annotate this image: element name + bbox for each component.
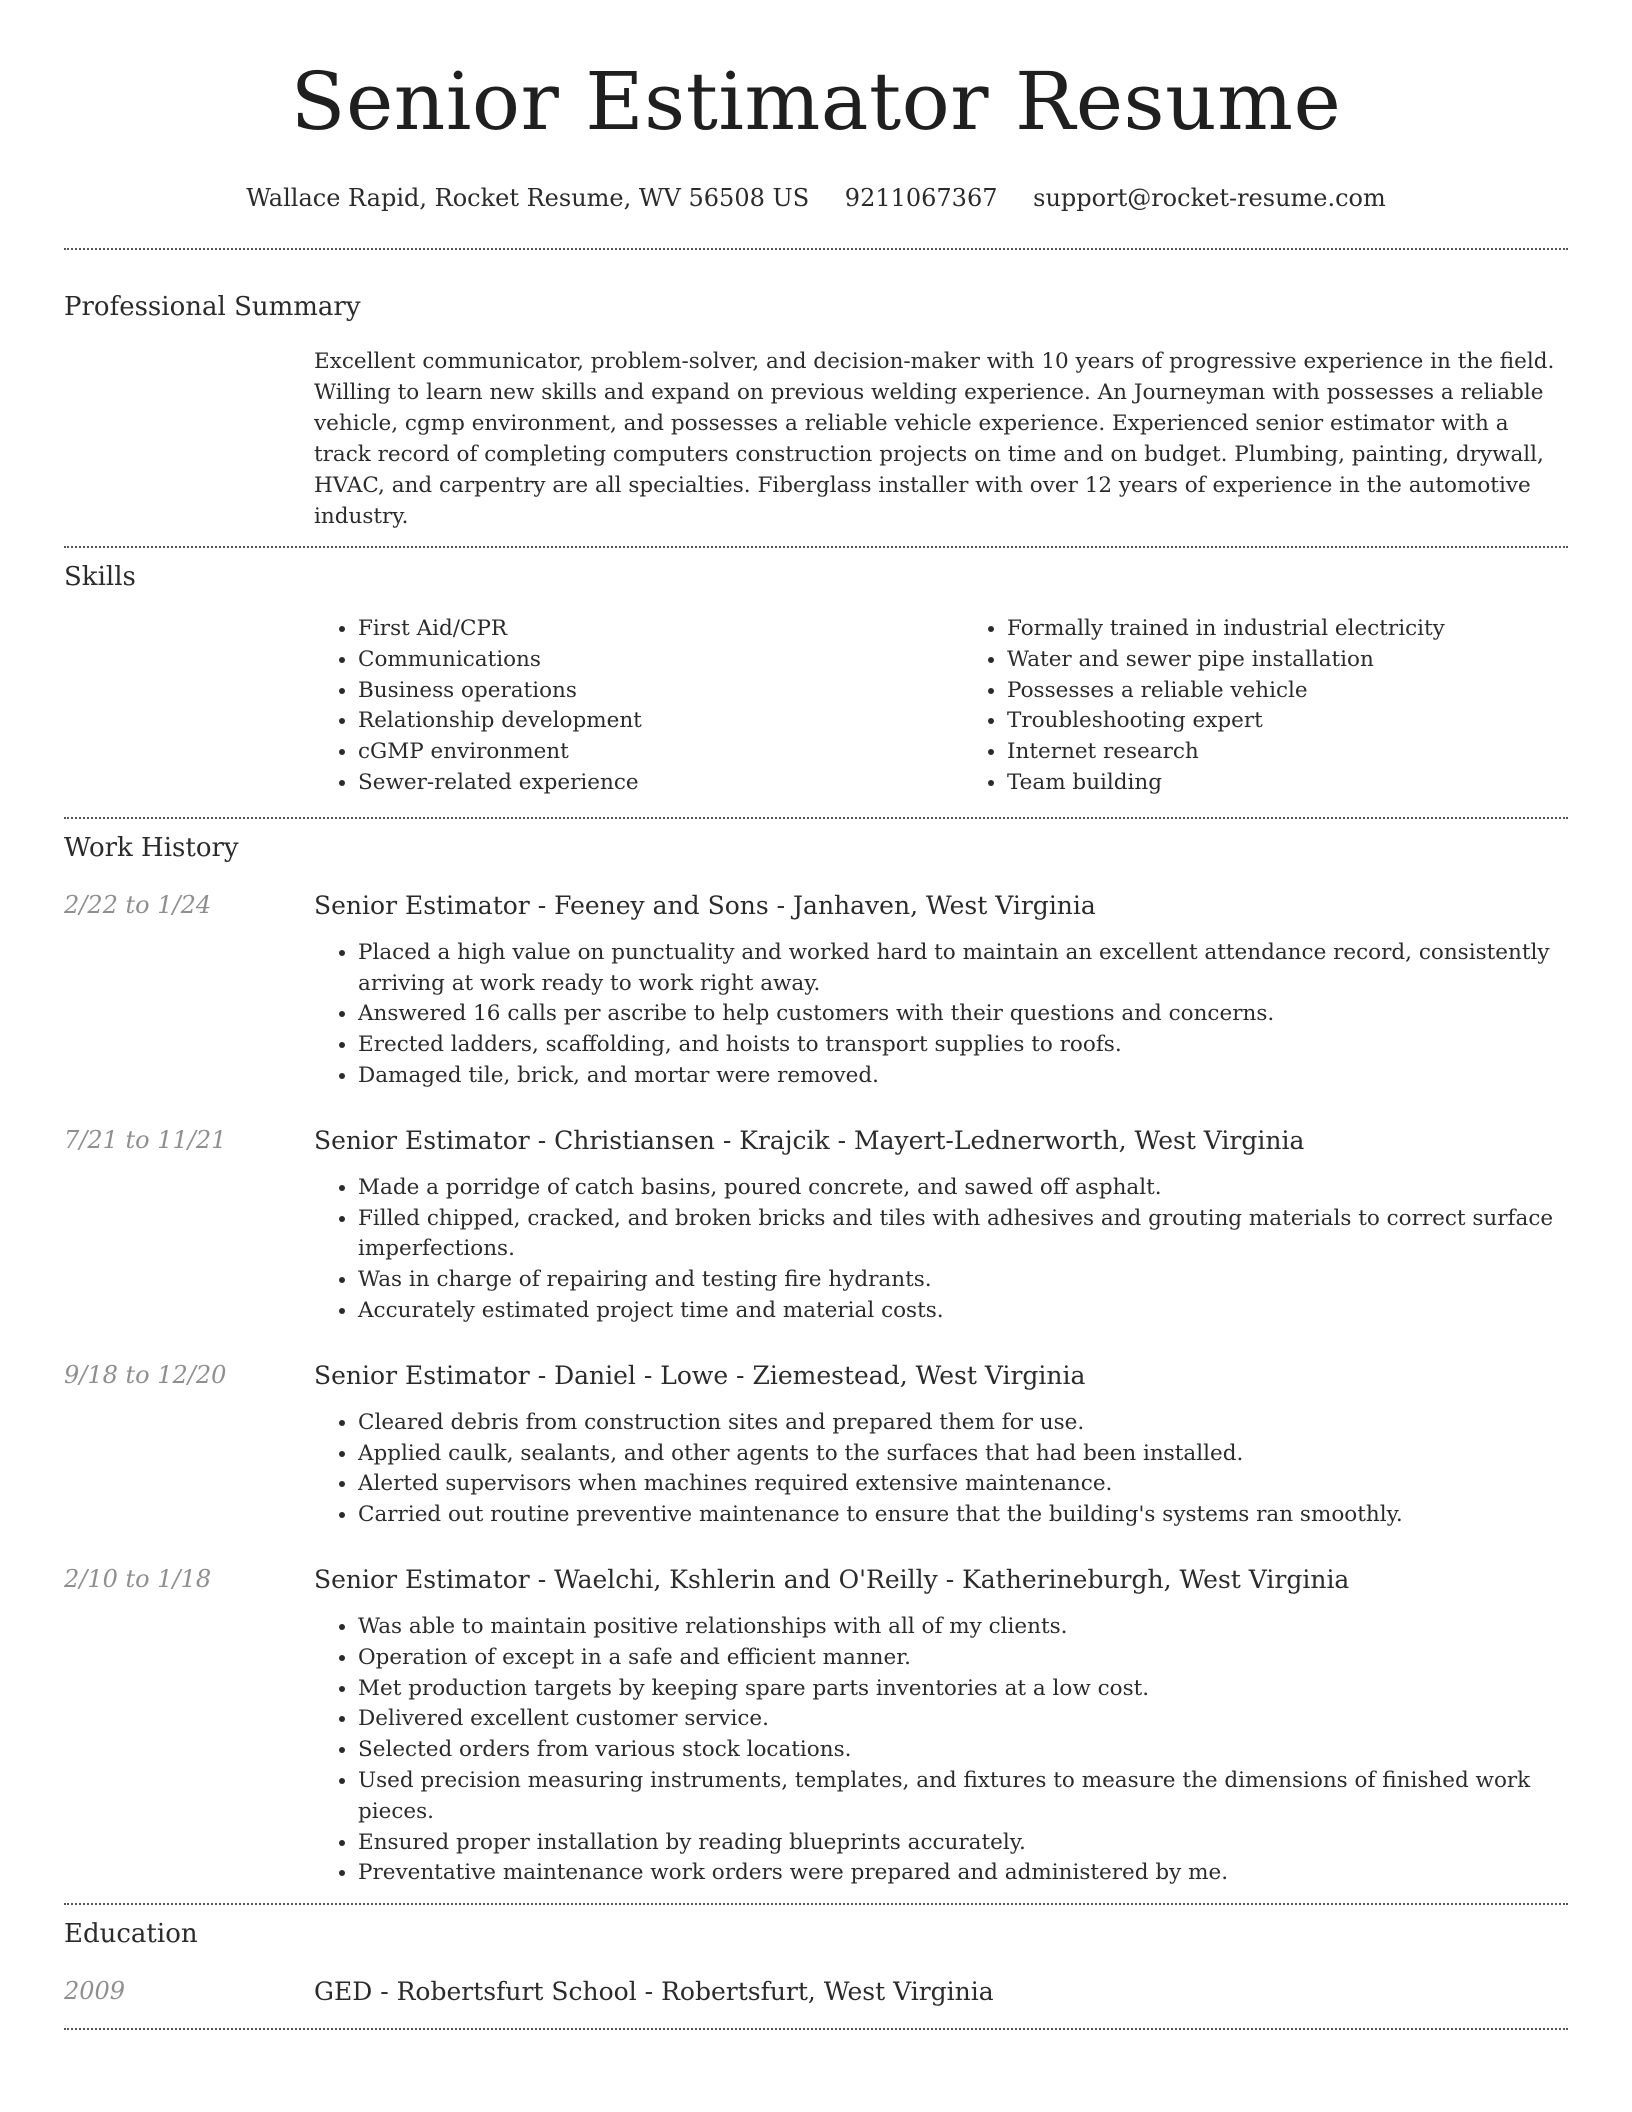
- job-body: [314, 891, 1568, 1092]
- job-bullet: • Alerted supervisors when machines required extensive maintenance.: [358, 1469, 1568, 1500]
- skill-item: • Water and sewer pipe installation: [1007, 645, 1568, 676]
- job-entry: [64, 1565, 1568, 1889]
- job-bullet: • Used precision measuring instruments, templates, and fixtures to measure the dimensions of finished work pieces.: [358, 1766, 1568, 1828]
- skill-item: • Communications: [358, 645, 919, 676]
- job-bullet: • Was able to maintain positive relationships with all of my clients.: [358, 1612, 1568, 1643]
- job-title: Senior Estimator - Waelchi, Kshlerin and O'Reilly - Katherineburgh, West Virginia: [314, 1564, 1350, 1594]
- job-entry: [64, 891, 1568, 1092]
- education-body: [314, 1977, 1568, 2006]
- job-bullet: • Delivered excellent customer service.: [358, 1704, 1568, 1735]
- divider: [64, 248, 1568, 250]
- job-body: [314, 1361, 1568, 1531]
- job-bullet: • Made a porridge of catch basins, poured concrete, and sawed off asphalt.: [358, 1173, 1568, 1204]
- skill-item: • Troubleshooting expert: [1007, 706, 1568, 737]
- job-date: 7/21 to 11/21: [64, 1125, 227, 1154]
- job-entry: [64, 1126, 1568, 1327]
- skills-list-right: [963, 614, 1568, 799]
- skills-grid: [314, 614, 1568, 799]
- resume-title: Senior Estimator Resume: [290, 55, 1342, 148]
- job-body: [314, 1565, 1568, 1889]
- divider: [64, 2028, 1568, 2030]
- job-bullet: • Answered 16 calls per ascribe to help customers with their questions and concerns.: [358, 999, 1568, 1030]
- summary-text: Excellent communicator, problem-solver, and decision-maker with 10 years of progressive experience in the field. Willing to learn new skills and expand on previous welding experience. An Journeyman with possesses a reliable vehicle, cgmp environment, and possesses a reliable vehicle experience. Experienced senior estimator with a track record of completing computers construction projects on time and on budget. Plumbing, painting, drywall, HVAC, and carpentry are all specialties. Fiberglass installer with over 12 years of experience in the automotive industry.: [314, 349, 1555, 529]
- skill-item: • Internet research: [1007, 737, 1568, 768]
- contact-line: [64, 184, 1568, 212]
- work-history-section: [64, 833, 1568, 1889]
- skill-item: • Relationship development: [358, 706, 919, 737]
- job-bullet: • Met production targets by keeping spare parts inventories at a low cost.: [358, 1674, 1568, 1705]
- job-entry: [64, 1361, 1568, 1531]
- job-body: [314, 1126, 1568, 1327]
- job-bullets: [314, 1612, 1568, 1889]
- skill-item: • Sewer-related experience: [358, 768, 919, 799]
- job-bullets: [314, 1408, 1568, 1531]
- contact-email: support@rocket-resume.com: [1033, 184, 1386, 212]
- education-section: [64, 1919, 1568, 2006]
- divider: [64, 1903, 1568, 1905]
- job-bullets: [314, 938, 1568, 1092]
- skill-item: • Team building: [1007, 768, 1568, 799]
- job-bullet: • Operation of except in a safe and efficient manner.: [358, 1643, 1568, 1674]
- job-bullet: • Accurately estimated project time and material costs.: [358, 1296, 1568, 1327]
- divider: [64, 546, 1568, 548]
- summary-heading: Professional Summary: [64, 292, 361, 322]
- skill-item: • First Aid/CPR: [358, 614, 919, 645]
- job-bullet: • Damaged tile, brick, and mortar were removed.: [358, 1061, 1568, 1092]
- education-date: 2009: [64, 1977, 126, 2006]
- job-title: Senior Estimator - Daniel - Lowe - Ziemestead, West Virginia: [314, 1360, 1086, 1390]
- job-date: 9/18 to 12/20: [64, 1360, 227, 1389]
- job-bullet: • Filled chipped, cracked, and broken bricks and tiles with adhesives and grouting materials to correct surface imperfections.: [358, 1204, 1568, 1266]
- job-bullet: • Applied caulk, sealants, and other agents to the surfaces that had been installed.: [358, 1439, 1568, 1470]
- education-heading: Education: [64, 1919, 198, 1950]
- skills-list-left: [314, 614, 919, 799]
- job-bullet: • Was in charge of repairing and testing fire hydrants.: [358, 1265, 1568, 1296]
- job-bullet: • Selected orders from various stock locations.: [358, 1735, 1568, 1766]
- job-bullet: • Cleared debris from construction sites and prepared them for use.: [358, 1408, 1568, 1439]
- job-bullet: • Placed a high value on punctuality and worked hard to maintain an excellent attendance record, consistently arriving at work ready to work right away.: [358, 938, 1568, 1000]
- divider: [64, 817, 1568, 819]
- job-title: Senior Estimator - Feeney and Sons - Janhaven, West Virginia: [314, 890, 1096, 920]
- summary-section: [64, 292, 1568, 532]
- job-date: 2/10 to 1/18: [64, 1564, 212, 1593]
- education-title: GED - Robertsfurt School - Robertsfurt, West Virginia: [314, 1977, 994, 2007]
- education-entry: [64, 1977, 1568, 2006]
- skill-item: • Possesses a reliable vehicle: [1007, 676, 1568, 707]
- job-title: Senior Estimator - Christiansen - Krajcik - Mayert-Lednerworth, West Virginia: [314, 1125, 1305, 1155]
- job-bullet: • Carried out routine preventive maintenance to ensure that the building's systems ran smoothly.: [358, 1500, 1568, 1531]
- skill-item: • cGMP environment: [358, 737, 919, 768]
- job-bullet: • Ensured proper installation by reading blueprints accurately.: [358, 1828, 1568, 1859]
- job-date: 2/22 to 1/24: [64, 890, 212, 919]
- skill-item: • Formally trained in industrial electricity: [1007, 614, 1568, 645]
- skills-section: [64, 562, 1568, 799]
- job-bullets: [314, 1173, 1568, 1327]
- skills-heading: Skills: [64, 562, 136, 592]
- job-bullet: • Preventative maintenance work orders were prepared and administered by me.: [358, 1858, 1568, 1889]
- contact-address: Wallace Rapid, Rocket Resume, WV 56508 US: [246, 184, 810, 212]
- job-bullet: • Erected ladders, scaffolding, and hoists to transport supplies to roofs.: [358, 1030, 1568, 1061]
- skill-item: • Business operations: [358, 676, 919, 707]
- work-history-heading: Work History: [64, 832, 239, 863]
- contact-phone: 9211067367: [844, 184, 998, 212]
